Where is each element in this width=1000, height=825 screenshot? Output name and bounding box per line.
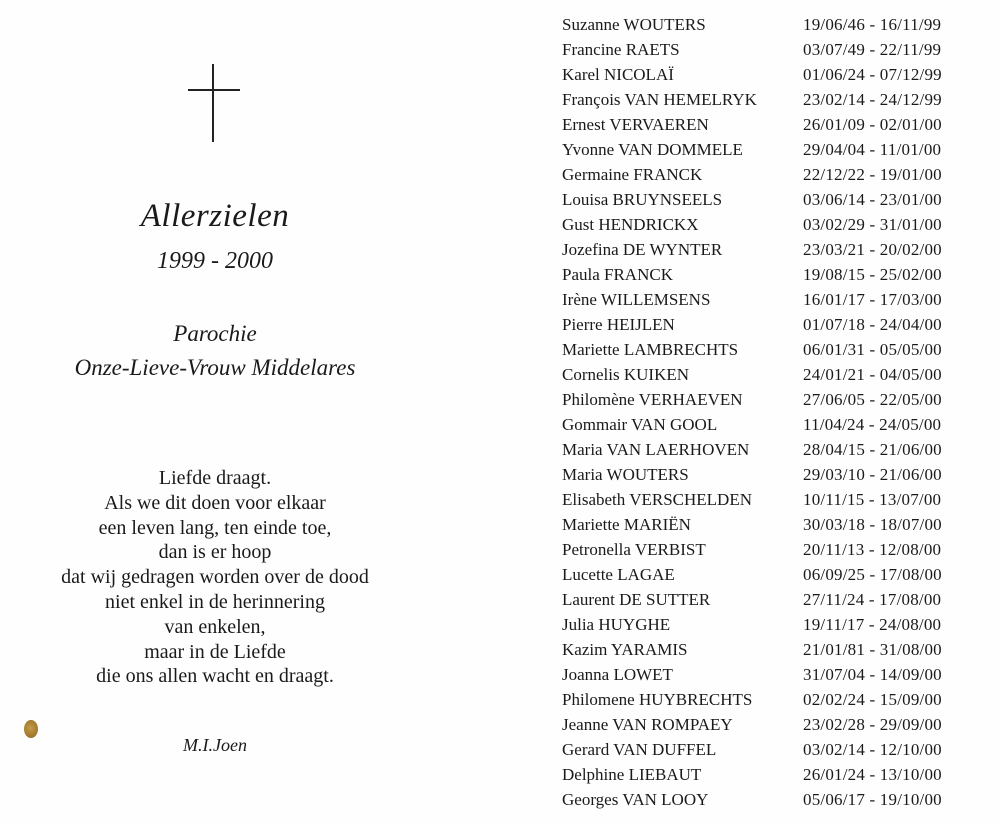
poem bbox=[0, 466, 430, 689]
list-item bbox=[560, 587, 990, 612]
deceased-name: Maria VAN LAERHOVEN bbox=[562, 440, 750, 459]
deceased-name: Georges VAN LOOY bbox=[562, 790, 709, 809]
deceased-dates: 02/02/24 - 15/09/00 bbox=[803, 690, 942, 709]
list-item bbox=[560, 462, 990, 487]
deceased-dates: 28/04/15 - 21/06/00 bbox=[803, 440, 942, 459]
deceased-name: Kazim YARAMIS bbox=[562, 640, 688, 659]
deceased-name: Gerard VAN DUFFEL bbox=[562, 740, 717, 759]
list-item bbox=[560, 612, 990, 637]
deceased-dates: 05/06/17 - 19/10/00 bbox=[803, 790, 942, 809]
deceased-name: Philomene HUYBRECHTS bbox=[562, 690, 753, 709]
list-item bbox=[560, 387, 990, 412]
parish-name: Onze-Lieve-Vrouw Middelares bbox=[74, 355, 356, 380]
list-item bbox=[560, 12, 990, 37]
deceased-dates: 03/06/14 - 23/01/00 bbox=[803, 190, 942, 209]
poem-author: M.I.Joen bbox=[183, 735, 247, 755]
deceased-dates: 06/09/25 - 17/08/00 bbox=[803, 565, 942, 584]
deceased-name: Pierre HEIJLEN bbox=[562, 315, 675, 334]
deceased-dates: 23/02/14 - 24/12/99 bbox=[803, 90, 942, 109]
deceased-name: Yvonne VAN DOMMELE bbox=[562, 140, 743, 159]
deceased-name: Jeanne VAN ROMPAEY bbox=[562, 715, 733, 734]
list-item bbox=[560, 712, 990, 737]
deceased-dates: 21/01/81 - 31/08/00 bbox=[803, 640, 942, 659]
deceased-name: Lucette LAGAE bbox=[562, 565, 675, 584]
deceased-name: Ernest VERVAEREN bbox=[562, 115, 709, 134]
parish-label: Parochie bbox=[173, 321, 257, 346]
list-item bbox=[560, 62, 990, 87]
list-item bbox=[560, 162, 990, 187]
list-item bbox=[560, 37, 990, 62]
deceased-dates: 03/02/29 - 31/01/00 bbox=[803, 215, 942, 234]
deceased-name: Mariette LAMBRECHTS bbox=[562, 340, 739, 359]
poem-line: maar in de Liefde bbox=[144, 640, 286, 663]
list-item bbox=[560, 337, 990, 362]
deceased-dates: 27/11/24 - 17/08/00 bbox=[803, 590, 942, 609]
deceased-dates: 16/01/17 - 17/03/00 bbox=[803, 290, 942, 309]
deceased-name: Laurent DE SUTTER bbox=[562, 590, 711, 609]
list-item bbox=[560, 87, 990, 112]
cross-icon bbox=[188, 64, 240, 142]
deceased-name: Francine RAETS bbox=[562, 40, 680, 59]
deceased-dates: 26/01/24 - 13/10/00 bbox=[803, 765, 942, 784]
poem-line: van enkelen, bbox=[164, 615, 266, 638]
deceased-name: Paula FRANCK bbox=[562, 265, 673, 284]
deceased-name: Elisabeth VERSCHELDEN bbox=[562, 490, 752, 509]
deceased-name: Irène WILLEMSENS bbox=[562, 290, 711, 309]
deceased-dates: 23/03/21 - 20/02/00 bbox=[803, 240, 942, 259]
list-item bbox=[560, 662, 990, 687]
card-title: Allerzielen bbox=[140, 198, 290, 234]
list-item bbox=[560, 437, 990, 462]
poem-line: dan is er hoop bbox=[158, 541, 272, 564]
deceased-dates: 27/06/05 - 22/05/00 bbox=[803, 390, 942, 409]
card-years: 1999 - 2000 bbox=[157, 248, 273, 274]
list-item bbox=[560, 562, 990, 587]
deceased-name: Karel NICOLAÏ bbox=[562, 65, 674, 84]
deceased-dates: 24/01/21 - 04/05/00 bbox=[803, 365, 942, 384]
deceased-dates: 20/11/13 - 12/08/00 bbox=[803, 540, 942, 559]
deceased-name: Jozefina DE WYNTER bbox=[562, 240, 723, 259]
deceased-name: François VAN HEMELRYK bbox=[562, 90, 757, 109]
deceased-dates: 03/02/14 - 12/10/00 bbox=[803, 740, 942, 759]
deceased-name: Joanna LOWET bbox=[562, 665, 673, 684]
list-item bbox=[560, 412, 990, 437]
deceased-name: Suzanne WOUTERS bbox=[562, 15, 706, 34]
list-item bbox=[560, 312, 990, 337]
list-item bbox=[560, 537, 990, 562]
list-item bbox=[560, 737, 990, 762]
card-left-panel bbox=[0, 0, 430, 825]
list-item bbox=[560, 787, 990, 812]
deceased-dates: 19/11/17 - 24/08/00 bbox=[803, 615, 942, 634]
list-item bbox=[560, 362, 990, 387]
list-item bbox=[560, 287, 990, 312]
deceased-dates: 30/03/18 - 18/07/00 bbox=[803, 515, 942, 534]
deceased-list bbox=[560, 12, 990, 812]
deceased-name: Mariette MARIËN bbox=[562, 515, 691, 534]
deceased-name: Gommair VAN GOOL bbox=[562, 415, 718, 434]
deceased-dates: 11/04/24 - 24/05/00 bbox=[803, 415, 942, 434]
list-item bbox=[560, 487, 990, 512]
deceased-name: Germaine FRANCK bbox=[562, 165, 703, 184]
deceased-dates: 06/01/31 - 05/05/00 bbox=[803, 340, 942, 359]
deceased-dates: 31/07/04 - 14/09/00 bbox=[803, 665, 942, 684]
list-item bbox=[560, 212, 990, 237]
deceased-name: Philomène VERHAEVEN bbox=[562, 390, 743, 409]
poem-line: Als we dit doen voor elkaar bbox=[104, 491, 326, 514]
list-item bbox=[560, 637, 990, 662]
deceased-name: Julia HUYGHE bbox=[562, 615, 671, 634]
deceased-dates: 10/11/15 - 13/07/00 bbox=[803, 490, 942, 509]
list-item bbox=[560, 262, 990, 287]
list-item bbox=[560, 237, 990, 262]
deceased-dates: 29/03/10 - 21/06/00 bbox=[803, 465, 942, 484]
list-item bbox=[560, 187, 990, 212]
deceased-dates: 22/12/22 - 19/01/00 bbox=[803, 165, 942, 184]
deceased-dates: 19/06/46 - 16/11/99 bbox=[803, 15, 942, 34]
deceased-dates: 29/04/04 - 11/01/00 bbox=[803, 140, 942, 159]
deceased-dates: 01/07/18 - 24/04/00 bbox=[803, 315, 942, 334]
list-item bbox=[560, 112, 990, 137]
deceased-name: Louisa BRUYNSEELS bbox=[562, 190, 723, 209]
deceased-name: Cornelis KUIKEN bbox=[562, 365, 690, 384]
deceased-dates: 26/01/09 - 02/01/00 bbox=[803, 115, 942, 134]
list-item bbox=[560, 687, 990, 712]
deceased-dates: 19/08/15 - 25/02/00 bbox=[803, 265, 942, 284]
deceased-dates: 03/07/49 - 22/11/99 bbox=[803, 40, 942, 59]
deceased-dates: 01/06/24 - 07/12/99 bbox=[803, 65, 942, 84]
list-item bbox=[560, 512, 990, 537]
poem-line: Liefde draagt. bbox=[158, 467, 272, 489]
deceased-name: Delphine LIEBAUT bbox=[562, 765, 702, 784]
deceased-name: Gust HENDRICKX bbox=[562, 215, 699, 234]
list-item bbox=[560, 762, 990, 787]
poem-line: die ons allen wacht en draagt. bbox=[96, 665, 334, 688]
deceased-dates: 23/02/28 - 29/09/00 bbox=[803, 715, 942, 734]
deceased-name: Maria WOUTERS bbox=[562, 465, 689, 484]
poem-line: niet enkel in de herinnering bbox=[105, 590, 325, 613]
paper-stain bbox=[24, 720, 38, 738]
poem-line: een leven lang, ten einde toe, bbox=[98, 516, 332, 539]
deceased-name: Petronella VERBIST bbox=[562, 540, 706, 559]
poem-line: dat wij gedragen worden over de dood bbox=[61, 566, 369, 589]
list-item bbox=[560, 137, 990, 162]
